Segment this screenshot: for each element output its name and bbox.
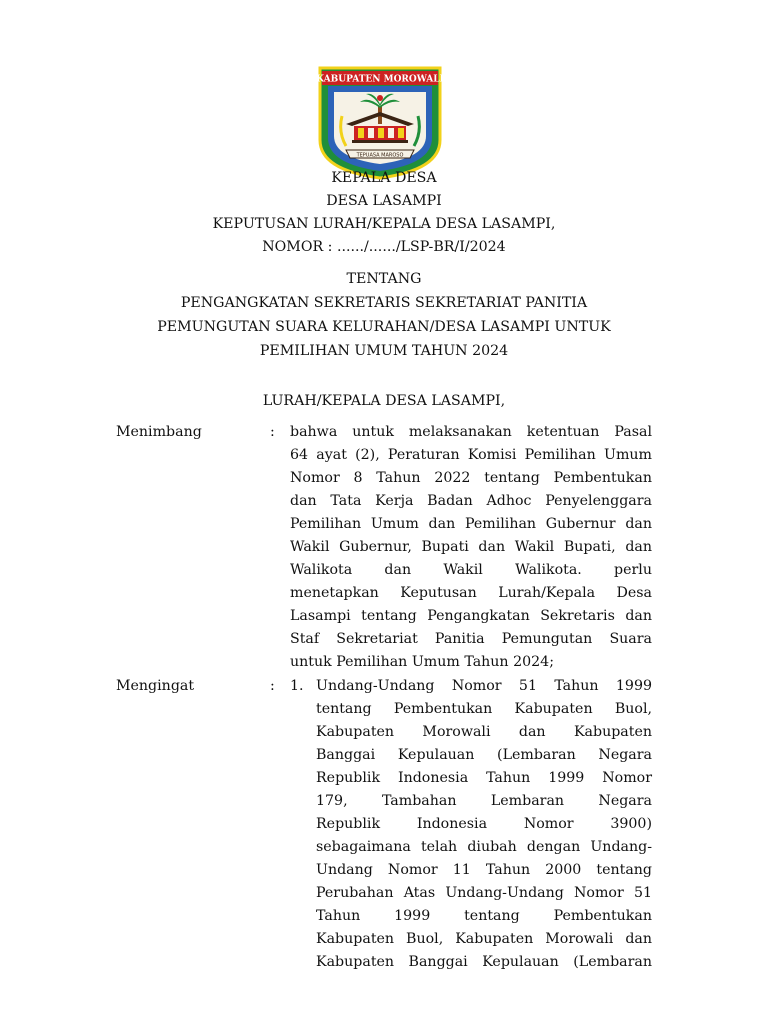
mengingat-line: Republik Indonesia Nomor 3900) bbox=[316, 816, 652, 832]
subject-line-1: PENGANGKATAN SEKRETARIS SEKRETARIAT PANITIA bbox=[180, 295, 588, 311]
mengingat-line: Republik Indonesia Tahun 1999 Nomor bbox=[316, 770, 652, 786]
mengingat-line: Tahun 1999 tentang Pembentukan bbox=[316, 908, 652, 924]
mengingat-line: sebagaimana telah diubah dengan Undang- bbox=[316, 839, 652, 855]
menimbang-line: Walikota dan Wakil Walikota. perlu bbox=[290, 562, 652, 578]
mengingat-label: Mengingat bbox=[116, 678, 195, 694]
menimbang-line-last: untuk Pemilihan Umum Tahun 2024; bbox=[290, 654, 554, 670]
menimbang-line: Wakil Gubernur, Bupati dan Wakil Bupati, dan bbox=[290, 539, 652, 555]
menimbang-line: Staf Sekretariat Panitia Pemungutan Suara bbox=[290, 631, 652, 647]
mengingat-line: Kabupaten Banggai Kepulauan (Lembaran bbox=[316, 954, 652, 970]
menimbang-line: Lasampi tentang Pengangkatan Sekretaris dan bbox=[290, 608, 652, 624]
header-tentang: TENTANG bbox=[346, 271, 422, 287]
menimbang-line: dan Tata Kerja Badan Adhoc Penyelenggara bbox=[290, 493, 652, 509]
menimbang-line: Nomor 8 Tahun 2022 tentang Pembentukan bbox=[290, 470, 652, 486]
menimbang-colon: : bbox=[270, 424, 275, 440]
emblem-ribbon-text: TEPUASA MAROSO bbox=[356, 152, 404, 159]
subject-line-3: PEMILIHAN UMUM TAHUN 2024 bbox=[259, 343, 509, 359]
header-kepala-desa: KEPALA DESA bbox=[331, 170, 437, 186]
mengingat-line: Perubahan Atas Undang-Undang Nomor 51 bbox=[316, 885, 652, 901]
menimbang-line: bahwa untuk melaksanakan ketentuan Pasal bbox=[290, 424, 652, 440]
subject-line-2: PEMUNGUTAN SUARA KELURAHAN/DESA LASAMPI UNTUK bbox=[157, 319, 611, 335]
mengingat-line: 179, Tambahan Lembaran Negara bbox=[316, 793, 652, 809]
mengingat-line: Undang Nomor 11 Tahun 2000 tentang bbox=[316, 862, 652, 878]
header-nomor: NOMOR : ....../....../LSP-BR/I/2024 bbox=[262, 239, 506, 255]
menimbang-line: Pemilihan Umum dan Pemilihan Gubernur dan bbox=[290, 516, 652, 532]
menimbang-line: 64 ayat (2), Peraturan Komisi Pemilihan Umum bbox=[290, 447, 652, 463]
mengingat-colon: : bbox=[270, 678, 275, 694]
mengingat-line: Kabupaten Buol, Kabupaten Morowali dan bbox=[316, 931, 652, 947]
emblem-banner-text: KABUPATEN MOROWALI bbox=[316, 74, 444, 85]
kabupaten-morowali-emblem bbox=[316, 66, 444, 180]
menimbang-line: menetapkan Keputusan Lurah/Kepala Desa bbox=[290, 585, 652, 601]
menimbang-label: Menimbang bbox=[116, 424, 202, 440]
header-keputusan: KEPUTUSAN LURAH/KEPALA DESA LASAMPI, bbox=[212, 216, 556, 232]
mengingat-line: tentang Pembentukan Kabupaten Buol, bbox=[316, 701, 652, 717]
mengingat-item-number: 1. bbox=[290, 678, 304, 694]
mengingat-line: Kabupaten Morowali dan Kabupaten bbox=[316, 724, 652, 740]
mengingat-line: Undang-Undang Nomor 51 Tahun 1999 bbox=[316, 678, 652, 694]
header-desa-lasampi: DESA LASAMPI bbox=[326, 193, 442, 209]
authority-line: LURAH/KEPALA DESA LASAMPI, bbox=[262, 393, 506, 409]
mengingat-line: Banggai Kepulauan (Lembaran Negara bbox=[316, 747, 652, 763]
